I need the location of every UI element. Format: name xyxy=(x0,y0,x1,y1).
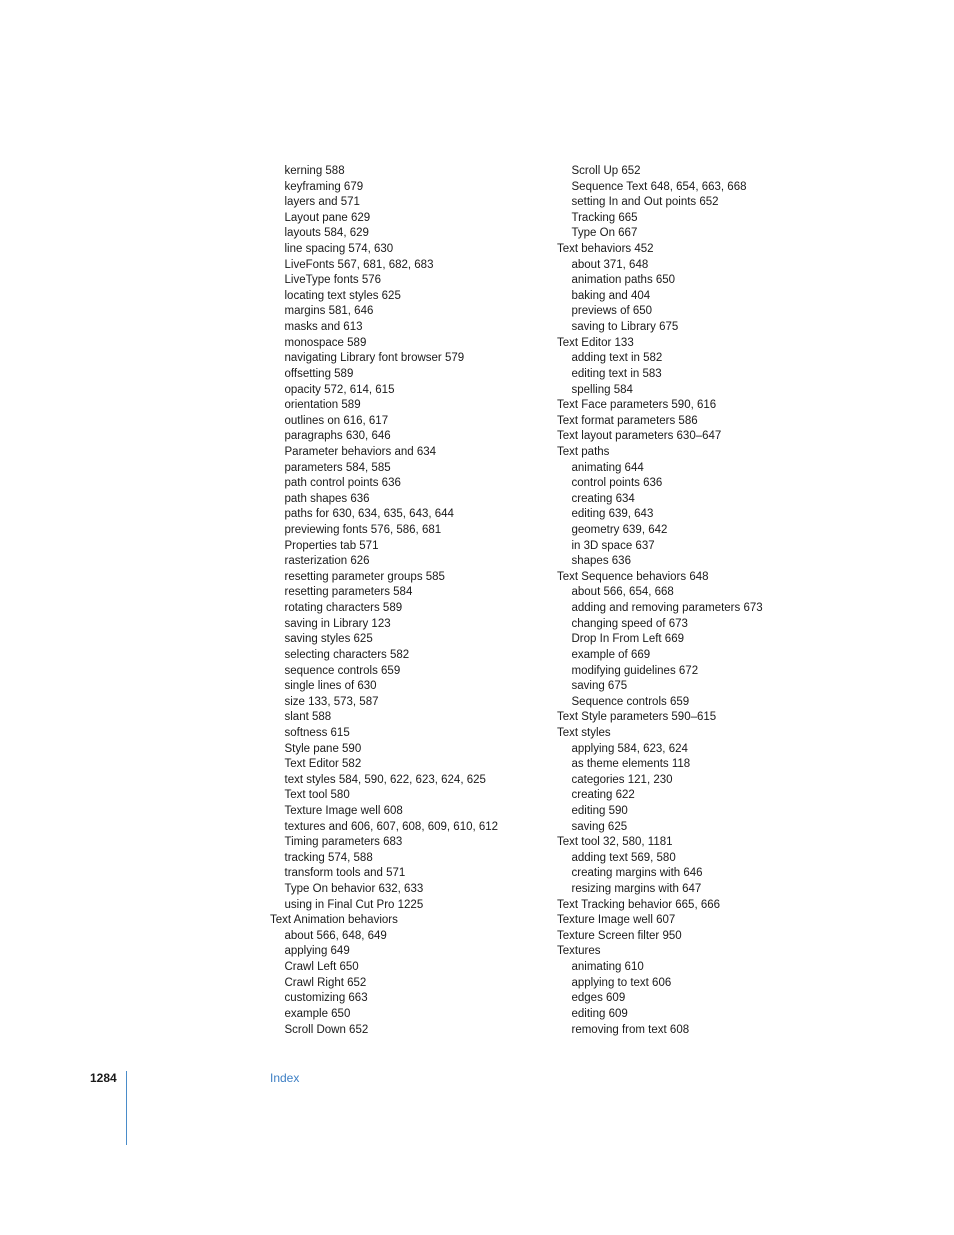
index-subentry: margins 581, 646 xyxy=(284,305,374,318)
index-entry: Text paths xyxy=(557,445,610,458)
index-entry: Texture Screen filter 950 xyxy=(557,929,682,942)
index-subentry: shapes 636 xyxy=(571,555,631,568)
index-subentry: applying to text 606 xyxy=(571,976,672,989)
index-subentry: editing 609 xyxy=(571,1007,628,1020)
index-subentry: resetting parameter groups 585 xyxy=(284,570,445,583)
index-subentry: adding text 569, 580 xyxy=(571,851,676,864)
index-subentry: Tracking 665 xyxy=(571,211,638,224)
index-subentry: categories 121, 230 xyxy=(571,773,673,786)
index-subentry: adding and removing parameters 673 xyxy=(571,602,763,615)
index-subentry: animating 644 xyxy=(571,461,644,474)
index-subentry: example 650 xyxy=(284,1007,351,1020)
index-subentry: outlines on 616, 617 xyxy=(284,414,389,427)
index-subentry: about 371, 648 xyxy=(571,258,649,271)
index-subentry: creating 622 xyxy=(571,789,635,802)
index-subentry: Text Editor 582 xyxy=(284,758,362,771)
index-subentry: saving in Library 123 xyxy=(284,617,391,630)
index-subentry: baking and 404 xyxy=(571,289,651,302)
index-subentry: locating text styles 625 xyxy=(284,289,401,302)
index-subentry: creating margins with 646 xyxy=(571,867,703,880)
index-subentry: Drop In From Left 669 xyxy=(571,633,684,646)
index-subentry: navigating Library font browser 579 xyxy=(284,352,465,365)
index-subentry: adding text in 582 xyxy=(571,352,663,365)
index-subentry: path control points 636 xyxy=(284,477,401,490)
index-subentry: in 3D space 637 xyxy=(571,539,655,552)
index-subentry: orientation 589 xyxy=(284,399,361,412)
index-subentry: saving 625 xyxy=(571,820,628,833)
index-entry: Text Face parameters 590, 616 xyxy=(557,399,717,412)
index-subentry: masks and 613 xyxy=(284,321,363,334)
index-subentry: editing text in 583 xyxy=(571,367,662,380)
index-subentry: applying 649 xyxy=(284,945,350,958)
index-subentry: Scroll Down 652 xyxy=(284,1023,369,1036)
index-subentry: Sequence Text 648, 654, 663, 668 xyxy=(571,180,747,193)
index-subentry: monospace 589 xyxy=(284,336,367,349)
index-column-right xyxy=(557,164,817,1038)
page-number: 1284 xyxy=(90,1071,117,1085)
index-subentry: applying 584, 623, 624 xyxy=(571,742,688,755)
index-subentry: kerning 588 xyxy=(284,165,345,177)
index-subentry: about 566, 654, 668 xyxy=(571,586,674,599)
index-subentry: layers and 571 xyxy=(284,196,360,209)
index-subentry: setting In and Out points 652 xyxy=(571,196,719,209)
index-subentry: textures and 606, 607, 608, 609, 610, 612 xyxy=(284,820,499,833)
index-subentry: Parameter behaviors and 634 xyxy=(284,445,437,458)
index-subentry: single lines of 630 xyxy=(284,680,377,693)
index-subentry: control points 636 xyxy=(571,477,663,490)
index-subentry: customizing 663 xyxy=(284,992,368,1005)
index-subentry: about 566, 648, 649 xyxy=(284,929,387,942)
index-subentry: softness 615 xyxy=(284,726,350,739)
index-subentry: keyframing 679 xyxy=(284,180,364,193)
index-subentry: size 133, 573, 587 xyxy=(284,695,379,708)
index-subentry: Sequence controls 659 xyxy=(571,695,690,708)
index-subentry: as theme elements 118 xyxy=(571,758,691,771)
index-subentry: layouts 584, 629 xyxy=(284,227,369,240)
index-subentry: paragraphs 630, 646 xyxy=(284,430,391,443)
index-subentry: Timing parameters 683 xyxy=(284,836,403,849)
index-entry: Text format parameters 586 xyxy=(557,414,698,427)
index-subentry: slant 588 xyxy=(284,711,332,724)
index-subentry: LiveType fonts 576 xyxy=(284,274,382,287)
index-subentry: line spacing 574, 630 xyxy=(284,243,394,256)
index-subentry: Texture Image well 608 xyxy=(284,804,403,817)
index-subentry: resetting parameters 584 xyxy=(284,586,413,599)
index-subentry: using in Final Cut Pro 1225 xyxy=(284,898,424,911)
index-entry: Text Editor 133 xyxy=(557,336,634,349)
index-subentry: saving 675 xyxy=(571,680,628,693)
index-subentry: offsetting 589 xyxy=(284,367,354,380)
footer-rule xyxy=(126,1071,127,1145)
index-subentry: selecting characters 582 xyxy=(284,648,410,661)
index-entry: Text Tracking behavior 665, 666 xyxy=(557,898,721,911)
index-subentry: paths for 630, 634, 635, 643, 644 xyxy=(284,508,454,521)
index-subentry: Crawl Right 652 xyxy=(284,976,367,989)
index-subentry: editing 639, 643 xyxy=(571,508,654,521)
index-column-left xyxy=(270,164,540,1038)
index-subentry: modifying guidelines 672 xyxy=(571,664,699,677)
index-subentry: saving styles 625 xyxy=(284,633,373,646)
index-subentry: previewing fonts 576, 586, 681 xyxy=(284,524,442,537)
index-subentry: Type On 667 xyxy=(571,227,638,240)
index-subentry: sequence controls 659 xyxy=(284,664,401,677)
index-entry: Text tool 32, 580, 1181 xyxy=(557,836,673,849)
index-subentry: LiveFonts 567, 681, 682, 683 xyxy=(284,258,434,271)
index-entry: Text Style parameters 590–615 xyxy=(557,711,717,724)
index-subentry: edges 609 xyxy=(571,992,626,1005)
index-subentry: changing speed of 673 xyxy=(571,617,688,630)
index-entry: Text styles xyxy=(557,726,611,739)
index-entry: Texture Image well 607 xyxy=(557,914,676,927)
index-subentry: previews of 650 xyxy=(571,305,653,318)
index-entry: Text Sequence behaviors 648 xyxy=(557,570,709,583)
index-subentry: Style pane 590 xyxy=(284,742,362,755)
index-entry: Text layout parameters 630–647 xyxy=(557,430,722,443)
index-subentry: animation paths 650 xyxy=(571,274,676,287)
index-subentry: text styles 584, 590, 622, 623, 624, 625 xyxy=(284,773,486,786)
index-subentry: Crawl Left 650 xyxy=(284,961,359,974)
index-subentry: rotating characters 589 xyxy=(284,602,403,615)
index-subentry: resizing margins with 647 xyxy=(571,883,702,896)
index-subentry: editing 590 xyxy=(571,804,628,817)
index-subentry: removing from text 608 xyxy=(571,1023,690,1036)
index-subentry: geometry 639, 642 xyxy=(571,524,668,537)
index-subentry: animating 610 xyxy=(571,961,644,974)
index-subentry: parameters 584, 585 xyxy=(284,461,391,474)
index-entry: Text Animation behaviors xyxy=(270,914,398,927)
index-entry: Text behaviors 452 xyxy=(557,243,654,256)
index-subentry: Scroll Up 652 xyxy=(571,165,641,177)
index-subentry: transform tools and 571 xyxy=(284,867,406,880)
index-subentry: saving to Library 675 xyxy=(571,321,679,334)
index-subentry: Properties tab 571 xyxy=(284,539,379,552)
index-subentry: rasterization 626 xyxy=(284,555,370,568)
index-subentry: creating 634 xyxy=(571,492,635,505)
index-subentry: spelling 584 xyxy=(571,383,633,396)
index-entry: Textures xyxy=(557,945,601,958)
index-subentry: Type On behavior 632, 633 xyxy=(284,883,424,896)
index-subentry: Layout pane 629 xyxy=(284,211,371,224)
index-subentry: tracking 574, 588 xyxy=(284,851,373,864)
index-subentry: example of 669 xyxy=(571,648,651,661)
index-subentry: opacity 572, 614, 615 xyxy=(284,383,395,396)
section-name: Index xyxy=(270,1071,300,1085)
index-subentry: Text tool 580 xyxy=(284,789,350,802)
index-subentry: path shapes 636 xyxy=(284,492,370,505)
